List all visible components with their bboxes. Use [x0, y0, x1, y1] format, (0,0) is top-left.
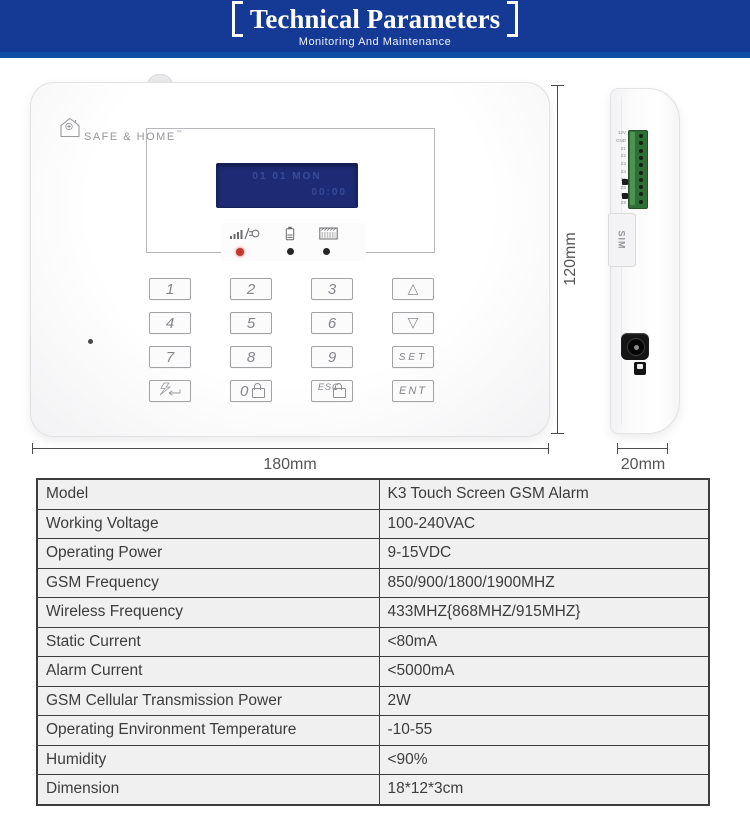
spec-label: Dimension [37, 775, 379, 805]
microphone-hole [88, 339, 93, 344]
terminal-block [628, 130, 648, 209]
keyboard-icon [319, 226, 338, 245]
key-up [392, 278, 434, 300]
header-banner [0, 0, 750, 58]
spec-row [37, 509, 709, 539]
title-bracket-left-decoration [232, 1, 243, 37]
terminal-screw [639, 171, 643, 175]
spec-value: K3 Touch Screen GSM Alarm [379, 479, 709, 509]
spec-label: Operating Environment Temperature [37, 716, 379, 746]
page-subtitle: Monitoring And Maintenance [298, 36, 452, 48]
power-switch [634, 362, 646, 375]
signal-led [236, 248, 244, 256]
alarm-panel-side-view [610, 88, 680, 434]
keypad [149, 278, 434, 402]
depth-dim-tick-left [617, 443, 618, 454]
key-5: 5 [230, 312, 272, 334]
key-3: 3 [311, 278, 353, 300]
key-2: 2 [230, 278, 272, 300]
terminal-screw [639, 156, 643, 160]
sim-slot-label: SIM [616, 230, 627, 250]
lcd-screen [216, 163, 358, 208]
terminal-block-strip [630, 132, 635, 205]
spec-value: <5000mA [379, 657, 709, 687]
header-accent-strip [0, 52, 750, 58]
terminal-label: Z6 [620, 184, 626, 190]
spec-value: 850/900/1800/1900MHZ [379, 568, 709, 598]
spec-value: 100-240VAC [379, 509, 709, 539]
alarm-panel-front-view [30, 82, 550, 437]
dc-jack-pin [634, 345, 639, 350]
spec-row [37, 775, 709, 805]
key-9: 9 [311, 346, 353, 368]
width-dim-line [32, 448, 549, 449]
width-dim-tick-left [32, 443, 33, 454]
terminal-screw [639, 163, 643, 167]
spec-value: 9-15VDC [379, 539, 709, 569]
spec-label: Static Current [37, 627, 379, 657]
title-bracket-right-decoration [507, 1, 518, 37]
terminal-screw [639, 149, 643, 153]
depth-dim-tick-right [667, 443, 668, 454]
terminal-screw [639, 134, 643, 138]
spec-row [37, 716, 709, 746]
spec-value: 18*12*3cm [379, 775, 709, 805]
spec-label: GSM Cellular Transmission Power [37, 686, 379, 716]
lcd-line-1: 01 01 MON [252, 171, 322, 182]
terminal-screw [639, 185, 643, 189]
spec-row [37, 745, 709, 775]
terminal-screw [639, 178, 643, 182]
terminal-label: Z2 [620, 153, 626, 159]
key-4: 4 [149, 312, 191, 334]
key-7: 7 [149, 346, 191, 368]
key-set: SET [392, 346, 434, 368]
spec-value: <80mA [379, 627, 709, 657]
key-6: 6 [311, 312, 353, 334]
height-dim-label: 120mm [562, 232, 579, 286]
lock-icon [333, 388, 346, 398]
spec-label: GSM Frequency [37, 568, 379, 598]
terminal-label: Z3 [620, 161, 626, 167]
up-triangle-icon: △ [407, 281, 419, 297]
spec-row [37, 598, 709, 628]
indicator-strip [221, 223, 366, 261]
key-0-lock: 0 [230, 380, 272, 402]
spec-row [37, 479, 709, 509]
terminal-label: GND [616, 137, 626, 143]
spec-label: Working Voltage [37, 509, 379, 539]
spec-table-body [37, 479, 709, 805]
terminal-tab [622, 193, 628, 199]
key-down [392, 312, 434, 334]
house-logo-icon [59, 117, 81, 143]
dc-power-jack [621, 333, 649, 360]
depth-dim-label: 20mm [620, 456, 666, 473]
spec-label: Operating Power [37, 539, 379, 569]
brand-trademark: ™ [175, 130, 182, 136]
key-esc-lock: ESC [311, 380, 353, 402]
key-1: 1 [149, 278, 191, 300]
page-title-text: Technical Parameters [249, 3, 501, 34]
width-dim-tick-right [548, 443, 549, 454]
depth-dim-line [617, 448, 668, 449]
spec-row [37, 627, 709, 657]
spec-row [37, 686, 709, 716]
down-triangle-icon: ▽ [407, 315, 419, 331]
height-dim-line [557, 85, 558, 433]
sim-card-slot [608, 213, 636, 267]
spec-row [37, 568, 709, 598]
spec-label: Alarm Current [37, 657, 379, 687]
dc-jack-ring [627, 338, 645, 356]
keyboard-led [323, 248, 330, 255]
signal-power-icon [229, 226, 261, 245]
height-dim-tick-top [551, 85, 564, 86]
spec-value: -10-55 [379, 716, 709, 746]
power-switch-knob [637, 364, 643, 369]
battery-icon [285, 226, 295, 246]
terminal-label: Z1 [620, 145, 626, 151]
brand-name: SAFE & HOME [84, 131, 176, 143]
width-dim-label: 180mm [263, 456, 317, 473]
height-dim-tick-bottom [551, 433, 564, 434]
spec-row [37, 657, 709, 687]
spec-label: Wireless Frequency [37, 598, 379, 628]
spec-value: <90% [379, 745, 709, 775]
terminal-tab [622, 179, 628, 185]
battery-led [287, 248, 294, 255]
terminal-label: Z8 [620, 200, 626, 206]
lock-icon [252, 388, 265, 398]
terminal-screw [639, 192, 643, 196]
key-emergency [149, 380, 191, 402]
terminal-label: Z4 [620, 168, 626, 174]
terminal-label: 12V [617, 130, 626, 135]
spec-table [36, 478, 710, 806]
key-ent: ENT [392, 380, 434, 402]
spec-row [37, 539, 709, 569]
terminal-screw [639, 200, 643, 204]
emergency-lightning-arrow-icon [157, 382, 183, 401]
terminal-screw [639, 141, 643, 145]
spec-label: Humidity [37, 745, 379, 775]
spec-label: Model [37, 479, 379, 509]
page-title [0, 2, 750, 36]
spec-value: 2W [379, 686, 709, 716]
spec-value: 433MHZ{868MHZ/915MHZ} [379, 598, 709, 628]
lcd-line-2: 00:00 [311, 187, 347, 198]
key-8: 8 [230, 346, 272, 368]
